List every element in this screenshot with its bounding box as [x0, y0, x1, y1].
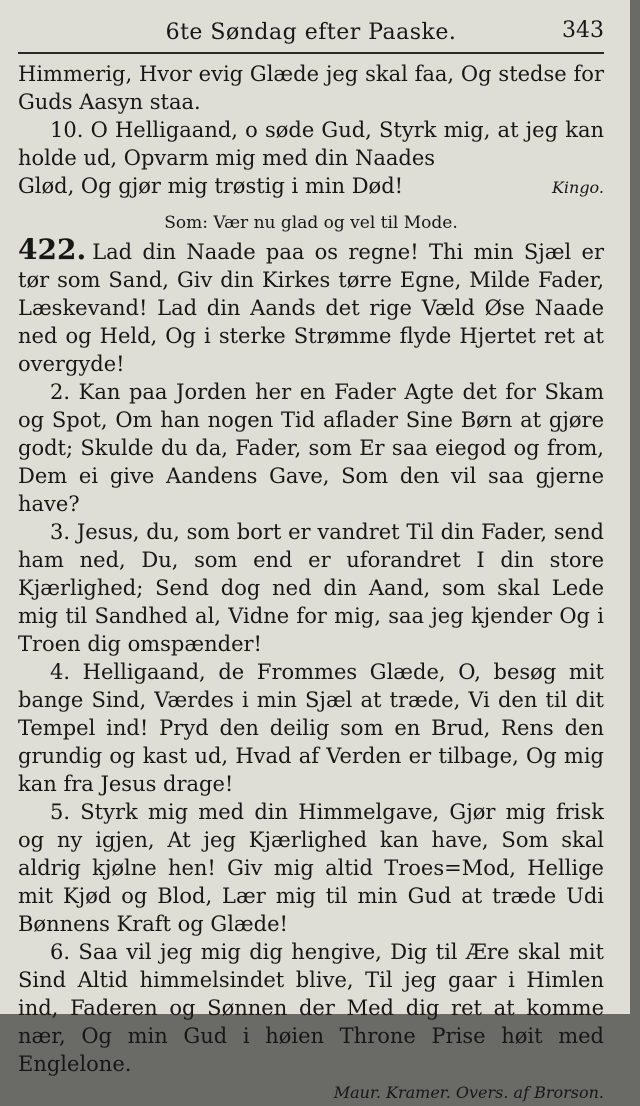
verse-1-text: Lad din Naade paa os regne! Thi min Sjæl er tør som Sand, Giv din Kirkes tørre Egne, Milde Fader, Læskevand! Lad din Aands det rige Væld Øse Naade ned og Held, Og i sterke Strømme flyde Hjertet ret at overgyde! [18, 240, 604, 376]
melody-line: Som: Vær nu glad og vel til Mode. [164, 213, 458, 233]
verse-10-last-line [18, 172, 604, 200]
verse-10-ending: Glød, Og gjør mig trøstig i min Død! [18, 174, 404, 198]
hymn-verse-5: 5. Styrk mig med din Himmelgave, Gjør mig frisk og ny igjen, At jeg Kjærlighed kan have, Som skal aldrig kjølne hen! Giv mig altid Troes=Mod, Hellige mit Kjød og Blod, Lær mig til min Gud at træde Udi Bønnens Kraft og Glæde! [18, 800, 604, 936]
page-number: 343 [562, 18, 604, 43]
hymn-verse-6: 6. Saa vil jeg mig dig hengive, Dig til Ære skal mit Sind Altid himmelsindet blive, Til jeg gaar i Himlen ind, Faderen og Sønnen der Med dig ret at komme nær, Og min Gud i høien Throne Prise høit med Englelone. [18, 940, 604, 1076]
page-header [18, 18, 604, 54]
hymn-number: 422. [18, 233, 87, 266]
hymn-verse-3: 3. Jesus, du, som bort er vandret Til din Fader, send ham ned, Du, som end er uforandret I din store Kjærlighed; Send dog ned din Aand, som skal Lede mig til Sandhed al, Vidne for mig, saa jeg kjender Og i Troen dig omspænder! [18, 520, 604, 656]
author-kingo: Kingo. [551, 178, 604, 197]
hymn-verse-1 [18, 233, 604, 378]
previous-hymn-continuation: Himmerig, Hvor evig Glæde jeg skal faa, Og stedse for Guds Aasyn staa. [18, 62, 604, 114]
running-title: 6te Søndag efter Paaske. [165, 20, 457, 45]
hymn-verse-4: 4. Helligaand, de Frommes Glæde, O, besøg mit bange Sind, Værdes i min Sjæl at træde, Vi den til dit Tempel ind! Pryd den deilig som en Brud, Rens den grundig og kast ud, Hvad af Verden er tilbage, Og mig kan fra Jesus drage! [18, 660, 604, 796]
hymn-credit: Maur. Kramer. Overs. af Brorson. [333, 1083, 604, 1102]
hymn-verse-2: 2. Kan paa Jorden her en Fader Agte det for Skam og Spot, Om han nogen Tid aflader Sine Børn at gjøre godt; Skulde du da, Fader, som Er saa eiegod og from, Dem ei give Aandens Gave, Som den vil saa gjerne have? [18, 380, 604, 516]
previous-hymn-verse-10: 10. O Helligaand, o søde Gud, Styrk mig, at jeg kan holde ud, Opvarm mig med din Naades [18, 118, 604, 170]
